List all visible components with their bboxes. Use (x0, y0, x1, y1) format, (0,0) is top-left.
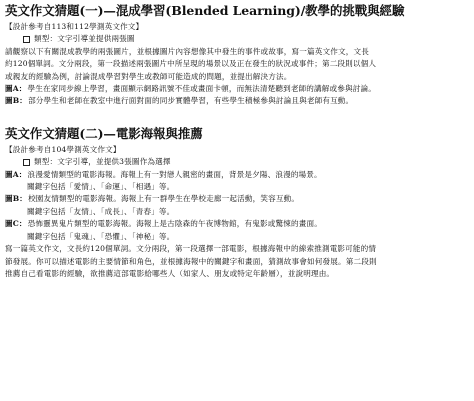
section-1-title: 英文作文猜題(一)—混成學習(Blended Learning)/教學的挑戰與經驗 (5, 3, 405, 18)
section-2-picture-b (5, 193, 468, 205)
section-1-instruction-line: 約120個單詞。文分兩段，第一段描述兩張圖片中所呈現的場景以及正在發生的狀況或事件；第二段則以個人 (5, 59, 377, 69)
section-1-instruction-line: 請觀察以下有關混成教學的兩張圖片，並根據圖片內容想像其中發生的事件或故事，寫一篇英文作文，文長 (5, 46, 369, 56)
section-2 (5, 126, 468, 280)
picture-marker: 圖C： (5, 219, 27, 229)
section-1-reference: 【設計參考自113和112學測英文作文】 (5, 22, 144, 31)
section-2-instruction-line: 推薦自己看電影的經驗，欲推薦這部電影給哪些人（如家人、朋友或特定年齡層），並說明理由。 (5, 268, 335, 278)
picture-keywords: 關鍵字包括「愛情」、「命運」、「相遇」等。 (27, 182, 175, 192)
section-1-instruction-line: 或親友的經驗為例，討論混成學習對學生或教師可能造成的問題，並提出解決方法。 (5, 71, 292, 81)
section-1-type (5, 33, 468, 45)
picture-description: 恐怖靈異鬼片類型的電影海報。海報上是古陰森的午夜博物館，有鬼影或驚悚的畫面。 (27, 219, 322, 229)
section-2-picture-a (5, 169, 468, 181)
checkbox-icon (23, 36, 30, 43)
picture-keywords: 關鍵字包括「友情」、「成長」、「青春」等。 (27, 206, 175, 216)
section-2-title: 英文作文猜題(二)—電影海報與推薦 (5, 125, 203, 141)
section-2-instruction-line: 寫一篇英文作文，文長約120個單詞。文分兩段，第一段選擇一部電影，根據海報中的線索推測電影可能的情 (5, 244, 377, 254)
picture-marker: 圖B： (5, 194, 28, 204)
section-2-instruction-line: 節發展。你可以描述電影的主要情節和角色，並根據海報中的關鍵字和畫面，猜測故事會如何發展。第二段則 (5, 256, 377, 266)
picture-description: 校園友情類型的電影海報。海報上有一群學生在學校走廊一起活動，笑容互動。 (28, 194, 300, 204)
section-1 (5, 3, 468, 108)
picture-marker: 圖A： (5, 84, 27, 94)
section-1-type-label: 類型：文字引導並提供兩張圖 (34, 34, 135, 44)
picture-marker: 圖B： (5, 96, 28, 106)
checkbox-icon (23, 159, 30, 166)
section-2-picture-c (5, 218, 468, 230)
section-1-picture-a (5, 83, 468, 95)
picture-marker: 圖A： (5, 169, 27, 179)
section-1-picture-b (5, 95, 468, 107)
picture-keywords: 關鍵字包括「鬼魂」、「恐懼」、「神秘」等。 (27, 231, 175, 241)
picture-description: 學生在家同步線上學習，畫面顯示網路訊號不佳或畫面卡頓，而無法清楚聽到老師的講解或參與討論。 (27, 84, 376, 94)
section-2-type (5, 156, 468, 168)
section-2-type-label: 類型：文字引導，並提供3張圖作為選擇 (34, 157, 171, 167)
section-spacer (5, 108, 468, 126)
picture-description: 部分學生和老師在教室中進行面對面的同步實體學習，有些學生積極參與討論且與老師有互動。 (28, 96, 354, 106)
picture-description: 浪漫愛情類型的電影海報。海報上有一對戀人親密的畫面，背景是夕陽、浪漫的場景。 (27, 169, 322, 179)
section-2-reference: 【設計參考自104學測英文作文】 (5, 144, 121, 154)
